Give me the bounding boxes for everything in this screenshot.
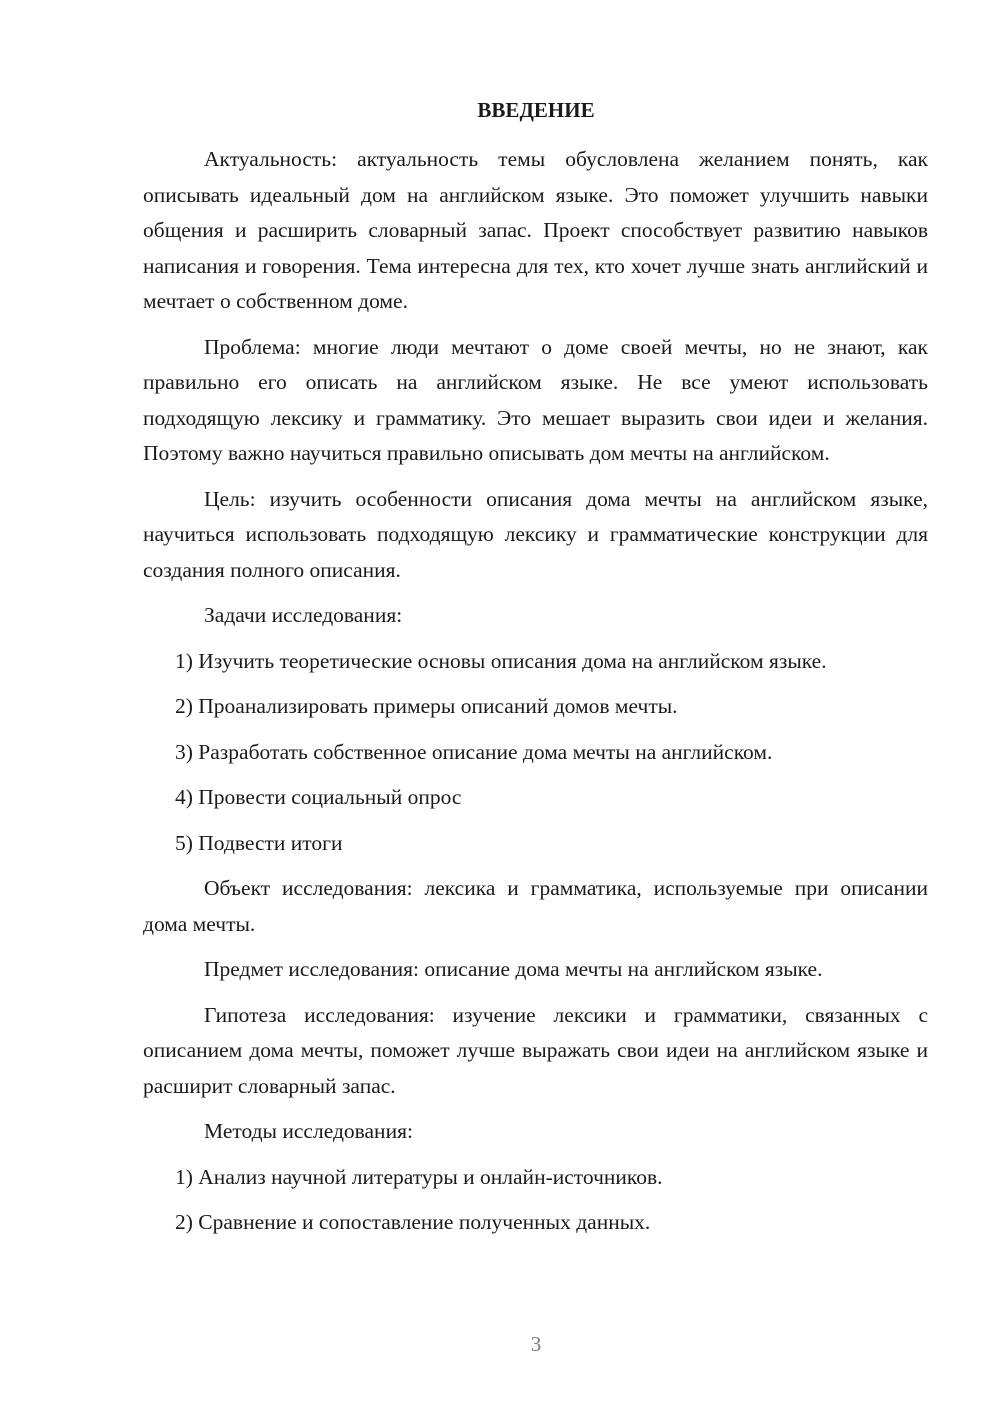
task-item: 1) Изучить теоретические основы описания дома на английском языке. <box>175 648 827 673</box>
task-item: 3) Разработать собственное описание дома мечты на английском. <box>175 739 773 764</box>
task-item: 2) Проанализировать примеры описаний домов мечты. <box>175 694 678 718</box>
paragraph-subject: Предмет исследования: описание дома мечты на английском языке. <box>204 957 823 981</box>
body-text <box>143 142 928 1251</box>
methods-heading: Методы исследования: <box>204 1119 413 1143</box>
tasks-heading: Задачи исследования: <box>204 603 403 627</box>
method-item: 1) Анализ научной литературы и онлайн-источников. <box>175 1164 663 1189</box>
section-title: ВВЕДЕНИЕ <box>477 98 595 122</box>
paragraph-hypothesis: Гипотеза исследования: изучение лексики и грамматики, связанных с описанием дома мечты, поможет лучше выражать свои идеи на английском языке и расширит словарный запас. <box>143 1002 928 1098</box>
paragraph-object: Объект исследования: лексика и грамматика, используемые при описании дома мечты. <box>143 876 928 936</box>
paragraph-relevance: Актуальность: актуальность темы обусловлена желанием понять, как описывать идеальный дом на английском языке. Это поможет улучшить навыки общения и расширить словарный запас. Проект способствует развитию навыков написания и говорения. Тема интересна для тех, кто хочет лучше знать английский и мечтает о собственном доме. <box>143 147 928 313</box>
task-item: 5) Подвести итоги <box>175 830 343 855</box>
paragraph-problem: Проблема: многие люди мечтают о доме своей мечты, но не знают, как правильно его описать на английском языке. Не все умеют использовать подходящую лексику и грамматику. Это мешает выразить свои идеи и желания. Поэтому важно научиться правильно описывать дом мечты на английском. <box>143 334 928 465</box>
page-number: 3 <box>530 1332 542 1356</box>
paragraph-goal: Цель: изучить особенности описания дома мечты на английском языке, научиться использовать подходящую лексику и грамматические конструкции для создания полного описания. <box>143 486 928 582</box>
task-item: 4) Провести социальный опрос <box>175 785 462 809</box>
method-item: 2) Сравнение и сопоставление полученных данных. <box>175 1210 651 1234</box>
